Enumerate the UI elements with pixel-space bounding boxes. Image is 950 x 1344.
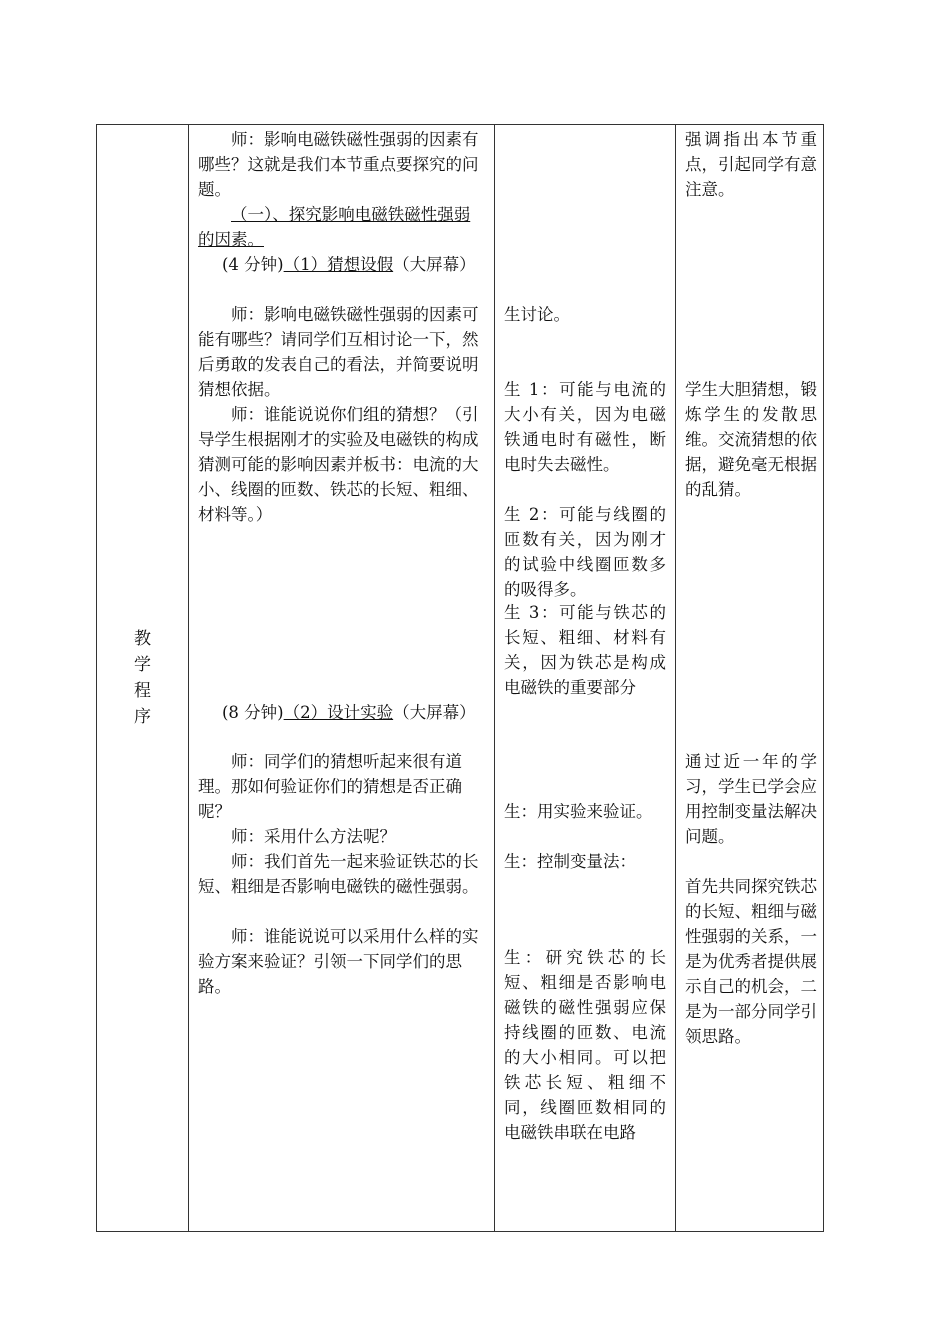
section-label-char: 学 bbox=[134, 655, 151, 675]
design-intent-cell bbox=[676, 125, 824, 1232]
teacher-activity-cell bbox=[189, 125, 495, 1232]
intent-paragraph: 首先共同探究铁芯的长短、粗细与磁性强弱的关系，一是为优秀者提供展示自己的机会，二是为一部分同学引领思路。 bbox=[685, 877, 817, 1046]
teacher-paragraph: 师：影响电磁铁磁性强弱的因素有哪些？这就是我们本节重点要探究的问题。 bbox=[198, 130, 479, 199]
step-title: （1）猜想设假 bbox=[283, 255, 394, 274]
section-heading bbox=[198, 202, 486, 252]
step-title: （2）设计实验 bbox=[283, 703, 394, 722]
student-activity-cell bbox=[495, 125, 676, 1232]
teacher-paragraph: 师：影响电磁铁磁性强弱的因素可能有哪些？请同学们互相讨论一下，然后勇敢的发表自己的看法，并简要说明猜想依据。 bbox=[198, 305, 479, 399]
intent-paragraph: 强调指出本节重点，引起同学有意注意。 bbox=[685, 130, 817, 199]
table-row bbox=[97, 125, 824, 1232]
step-heading bbox=[198, 700, 486, 725]
step-note: （大屏幕） bbox=[393, 255, 476, 274]
teacher-paragraph: 师：谁能说说你们组的猜想？（引导学生根据刚才的实验及电磁铁的构成猜测可能的影响因素并板书：电流的大小、线圈的匝数、铁芯的长短、粗细、材料等。） bbox=[198, 405, 479, 524]
student-paragraph: 生：用实验来验证。 bbox=[504, 802, 653, 821]
student-paragraph: 生 3：可能与铁芯的长短、粗细、材料有关，因为铁芯是构成电磁铁的重要部分 bbox=[504, 603, 666, 697]
step-time: (8 分钟) bbox=[222, 703, 284, 722]
lesson-plan-table bbox=[96, 124, 824, 1232]
intent-paragraph: 学生大胆猜想，锻炼学生的发散思维。交流猜想的依据，避免毫无根据的乱猜。 bbox=[685, 380, 817, 499]
teacher-paragraph: 师：谁能说说可以采用什么样的实验方案来验证？引领一下同学们的思路。 bbox=[198, 927, 479, 996]
student-paragraph: 生 2：可能与线圈的匝数有关，因为刚才的试验中线圈匝数多的吸得多。 bbox=[504, 505, 666, 599]
student-paragraph: 生 1：可能与电流的大小有关，因为电磁铁通电时有磁性，断电时失去磁性。 bbox=[504, 380, 666, 474]
section-heading-text: （一）、探究影响电磁铁磁性强弱的因素。 bbox=[198, 205, 471, 249]
step-heading bbox=[198, 252, 486, 277]
teacher-paragraph: 师：同学们的猜想听起来很有道理。那如何验证你们的猜想是否正确呢？ bbox=[198, 752, 462, 821]
step-note: （大屏幕） bbox=[393, 703, 476, 722]
section-label bbox=[133, 626, 153, 730]
section-label-char: 教 bbox=[134, 629, 151, 649]
section-label-char: 序 bbox=[134, 707, 151, 727]
step-time: (4 分钟) bbox=[222, 255, 284, 274]
teacher-paragraph: 师：我们首先一起来验证铁芯的长短、粗细是否影响电磁铁的磁性强弱。 bbox=[198, 852, 479, 896]
section-label-cell bbox=[97, 125, 189, 1232]
intent-paragraph: 通过近一年的学习，学生已学会应用控制变量法解决问题。 bbox=[685, 752, 817, 846]
section-label-char: 程 bbox=[134, 681, 151, 701]
student-paragraph: 生：控制变量法： bbox=[504, 852, 636, 871]
student-paragraph: 生讨论。 bbox=[504, 305, 570, 324]
teacher-paragraph: 师：采用什么方法呢？ bbox=[231, 827, 396, 846]
student-paragraph: 生：研究铁芯的长短、粗细是否影响电磁铁的磁性强弱应保持线圈的匝数、电流的大小相同。可以把铁芯长短、粗细不同，线圈匝数相同的电磁铁串联在电路 bbox=[504, 948, 666, 1142]
